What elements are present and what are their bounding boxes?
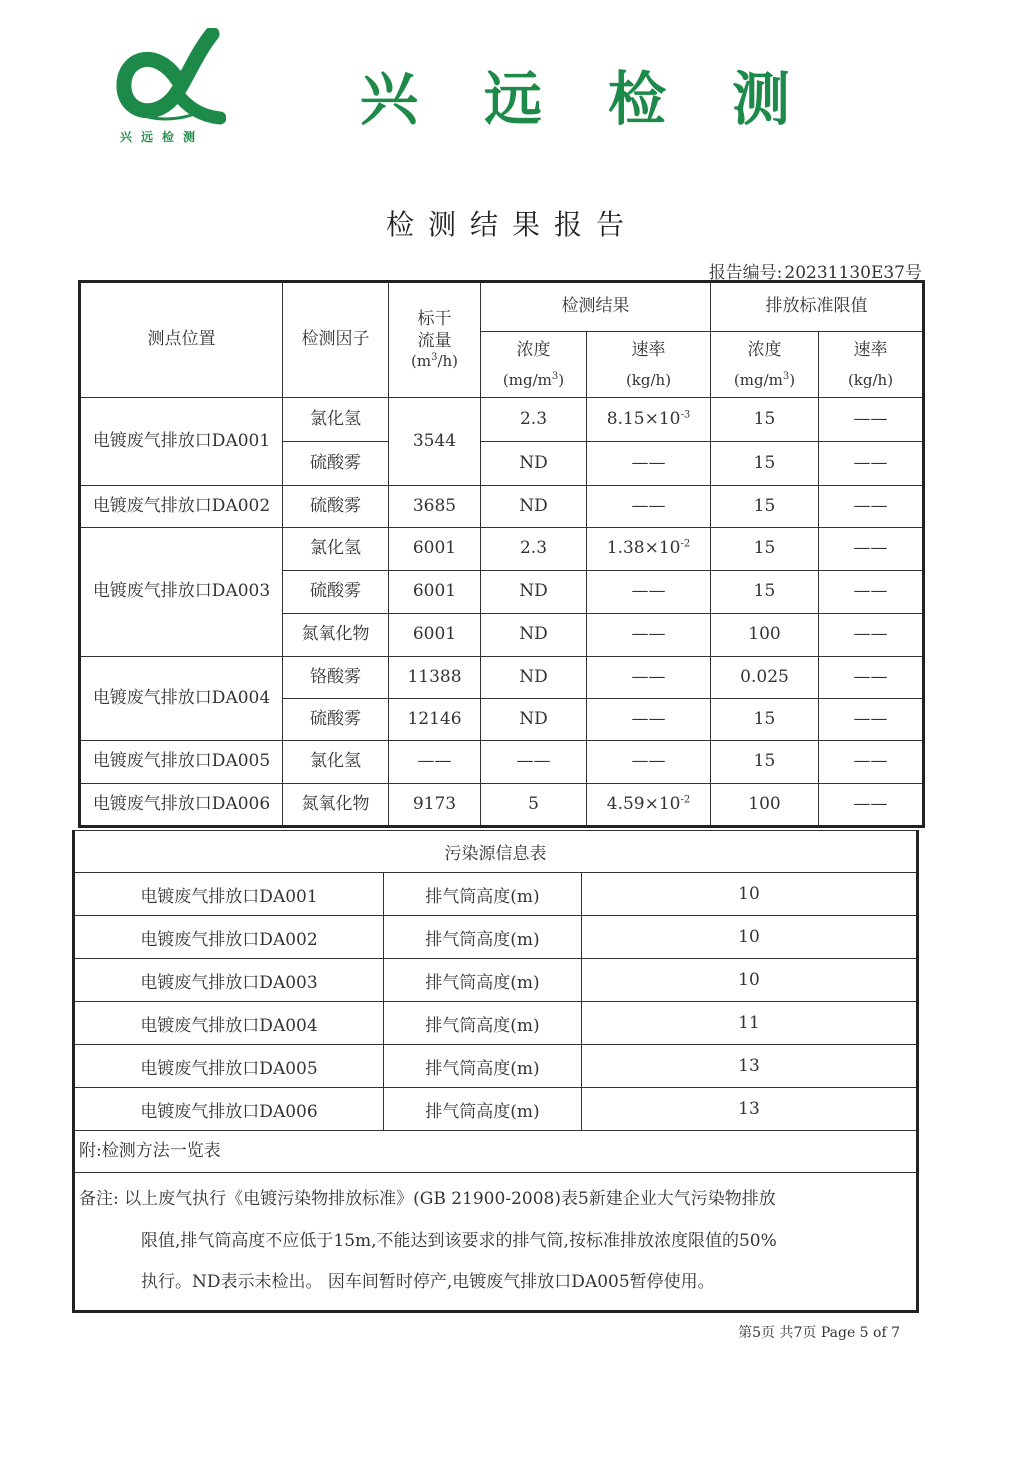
cell-location: 电镀废气排放口DA005 <box>74 1045 384 1088</box>
cell-rate: $1.38\times 10^{-2}$ <box>587 528 711 571</box>
cell-conc: ND <box>481 442 587 486</box>
header-flow <box>389 282 481 398</box>
cell-location: 电镀废气排放口DA003 <box>74 959 384 1002</box>
results-table <box>78 280 925 828</box>
cell-conc: ND <box>481 699 587 741</box>
cell-conc: ND <box>481 571 587 614</box>
table-row <box>80 398 924 442</box>
table-row <box>74 1002 918 1045</box>
table-row <box>80 784 924 827</box>
cell-conc: 2.3 <box>481 398 587 442</box>
cell-limit-conc: 15 <box>711 699 819 741</box>
cell-factor: 硫酸雾 <box>283 442 389 486</box>
cell-factor: 铬酸雾 <box>283 657 389 699</box>
cell-factor: 氯化氢 <box>283 528 389 571</box>
page-footer: 第5页 共7页 Page 5 of 7 <box>738 1325 900 1341</box>
cell-limit-rate: —— <box>819 528 924 571</box>
header-location: 测点位置 <box>80 282 283 398</box>
cell-conc: ND <box>481 657 587 699</box>
cell-location: 电镀废气排放口DA003 <box>80 528 283 657</box>
table-row <box>80 486 924 528</box>
header-factor: 检测因子 <box>283 282 389 398</box>
table-row <box>74 1088 918 1131</box>
cell-limit-conc: 100 <box>711 614 819 657</box>
brand-char: 远 <box>483 65 542 133</box>
cell-rate: —— <box>587 571 711 614</box>
table-row <box>80 657 924 699</box>
cell-limit-rate: —— <box>819 486 924 528</box>
cell-limit-conc: 15 <box>711 741 819 784</box>
remarks-line3: 执行。ND表示未检出。 因车间暂时停产,电镀废气排放口DA005暂停使用。 <box>141 1272 715 1293</box>
cell-conc: ND <box>481 486 587 528</box>
cell-limit-conc: 15 <box>711 486 819 528</box>
header-flow-line2: 流量 <box>417 330 452 351</box>
cell-limit-rate: —— <box>819 442 924 486</box>
cell-flow: 6001 <box>389 571 481 614</box>
cell-limit-conc: 15 <box>711 442 819 486</box>
table-row <box>74 916 918 959</box>
cell-param: 排气筒高度(m) <box>384 873 582 916</box>
table-row <box>80 528 924 571</box>
cell-param: 排气筒高度(m) <box>384 1045 582 1088</box>
header-limit-rate: 速率 (kg/h) <box>819 332 924 398</box>
logo-caption: 兴远检测 <box>120 130 205 144</box>
brand-char: 兴 <box>360 65 419 133</box>
cell-location: 电镀废气排放口DA004 <box>74 1002 384 1045</box>
table-row <box>74 873 918 916</box>
remarks-line2: 限值,排气筒高度不应低于15m,不能达到该要求的排气筒,按标准排放浓度限值的50% <box>141 1230 777 1251</box>
remarks <box>74 1173 918 1312</box>
cell-factor: 氯化氢 <box>283 398 389 442</box>
cell-flow: 6001 <box>389 528 481 571</box>
cell-param: 排气筒高度(m) <box>384 1002 582 1045</box>
cell-limit-rate: —— <box>819 657 924 699</box>
cell-value: 10 <box>582 916 918 959</box>
cell-conc: —— <box>481 741 587 784</box>
cell-conc: 5 <box>481 784 587 827</box>
report-number-value: 20231130E37号 <box>784 263 922 283</box>
cell-conc: ND <box>481 614 587 657</box>
cell-factor: 硫酸雾 <box>283 571 389 614</box>
report-number-label: 报告编号: <box>708 263 783 283</box>
header-limit: 排放标准限值 <box>711 282 924 332</box>
cell-rate: $8.15\times 10^{-3}$ <box>587 398 711 442</box>
header-flow-unit: $(m^3/h)$ <box>410 351 459 370</box>
cell-rate: —— <box>587 657 711 699</box>
cell-location: 电镀废气排放口DA001 <box>80 398 283 486</box>
cell-location: 电镀废气排放口DA006 <box>80 784 283 827</box>
cell-limit-conc: 15 <box>711 528 819 571</box>
cell-param: 排气筒高度(m) <box>384 916 582 959</box>
cell-location: 电镀废气排放口DA006 <box>74 1088 384 1131</box>
cell-limit-rate: —— <box>819 741 924 784</box>
cell-rate: —— <box>587 741 711 784</box>
source-info-table <box>72 830 919 1313</box>
cell-flow: 12146 <box>389 699 481 741</box>
cell-factor: 氯化氢 <box>283 741 389 784</box>
cell-value: 10 <box>582 959 918 1002</box>
cell-location: 电镀废气排放口DA002 <box>74 916 384 959</box>
cell-factor: 硫酸雾 <box>283 699 389 741</box>
cell-param: 排气筒高度(m) <box>384 1088 582 1131</box>
page-title: 检测结果报告 <box>385 208 638 241</box>
header-flow-line1: 标干 <box>417 309 452 330</box>
cell-limit-conc: 100 <box>711 784 819 827</box>
cell-flow: 3685 <box>389 486 481 528</box>
cell-factor: 氮氧化物 <box>283 614 389 657</box>
cell-limit-rate: —— <box>819 784 924 827</box>
cell-conc: 2.3 <box>481 528 587 571</box>
table-row <box>74 959 918 1002</box>
remarks-line1: 备注: 以上废气执行《电镀污染物排放标准》(GB 21900-2008)表5新建企业大气污染物排放 <box>79 1189 776 1209</box>
table-row <box>74 1045 918 1088</box>
cell-param: 排气筒高度(m) <box>384 959 582 1002</box>
cell-rate: —— <box>587 614 711 657</box>
cell-location: 电镀废气排放口DA001 <box>74 873 384 916</box>
cell-limit-rate: —— <box>819 699 924 741</box>
cell-flow: 9173 <box>389 784 481 827</box>
cell-location: 电镀废气排放口DA002 <box>80 486 283 528</box>
cell-flow: 6001 <box>389 614 481 657</box>
cell-value: 13 <box>582 1045 918 1088</box>
cell-location: 电镀废气排放口DA005 <box>80 741 283 784</box>
cell-factor: 硫酸雾 <box>283 486 389 528</box>
cell-rate: $4.59\times 10^{-2}$ <box>587 784 711 827</box>
brand-char: 检 <box>607 65 666 133</box>
cell-flow: 11388 <box>389 657 481 699</box>
cell-value: 13 <box>582 1088 918 1131</box>
header-result: 检测结果 <box>481 282 711 332</box>
cell-limit-rate: —— <box>819 571 924 614</box>
cell-location: 电镀废气排放口DA004 <box>80 657 283 741</box>
cell-rate: —— <box>587 486 711 528</box>
cell-rate: —— <box>587 699 711 741</box>
source-table-title: 污染源信息表 <box>74 831 918 873</box>
cell-flow: 3544 <box>389 398 481 486</box>
cell-limit-rate: —— <box>819 614 924 657</box>
cell-flow: —— <box>389 741 481 784</box>
header-conc: 浓度 $(mg/m^3)$ <box>481 332 587 398</box>
cell-limit-conc: 0.025 <box>711 657 819 699</box>
cell-factor: 氮氧化物 <box>283 784 389 827</box>
cell-limit-conc: 15 <box>711 398 819 442</box>
cell-value: 11 <box>582 1002 918 1045</box>
cell-value: 10 <box>582 873 918 916</box>
company-name <box>360 52 790 136</box>
appendix-label: 附:检测方法一览表 <box>74 1131 918 1173</box>
cell-rate: —— <box>587 442 711 486</box>
header-rate: 速率 (kg/h) <box>587 332 711 398</box>
brand-char: 测 <box>731 65 790 133</box>
table-row <box>80 741 924 784</box>
cell-limit-rate: —— <box>819 398 924 442</box>
cell-limit-conc: 15 <box>711 571 819 614</box>
header-limit-conc: 浓度 $(mg/m^3)$ <box>711 332 819 398</box>
